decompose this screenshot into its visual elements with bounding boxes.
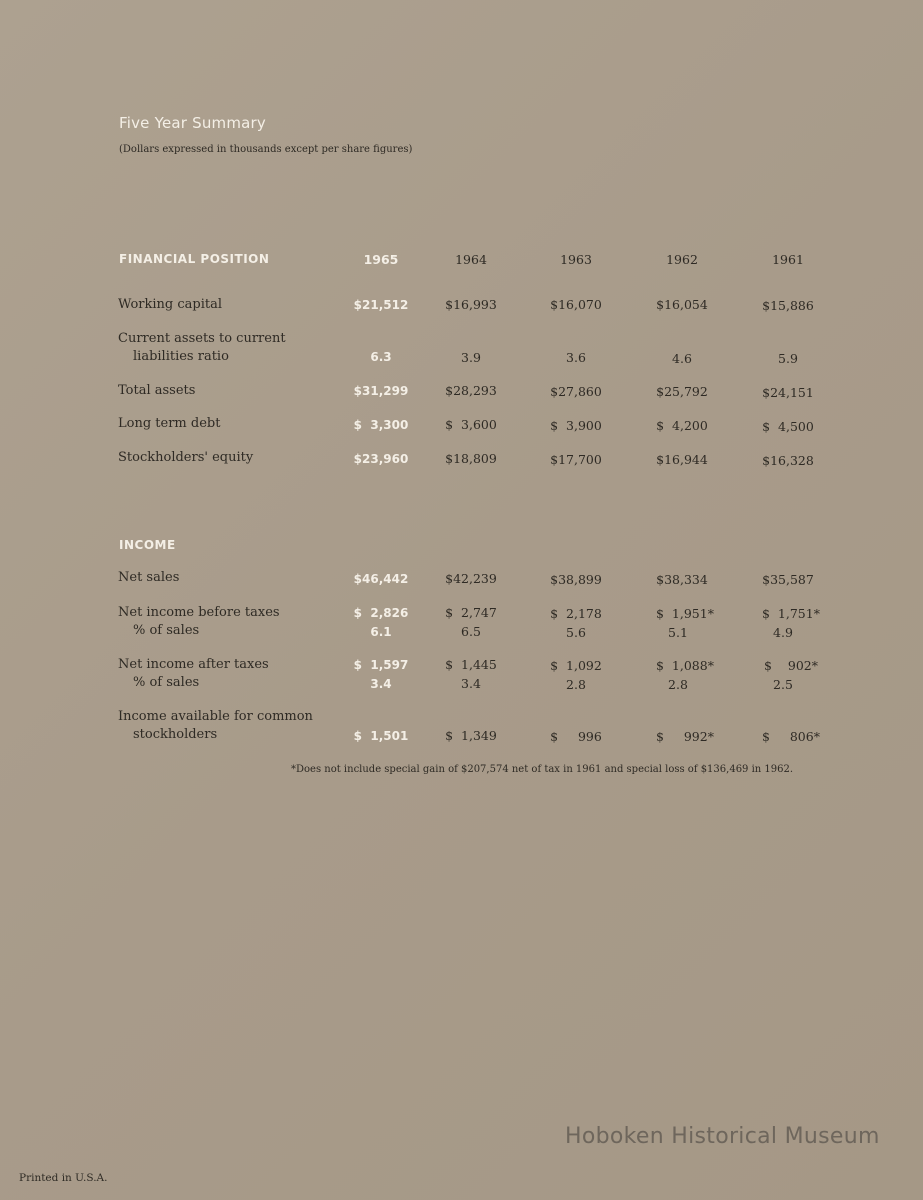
cell: $ 1,951* [656, 606, 714, 621]
row-label-income-available-line2: stockholders [133, 727, 218, 742]
cell: $ 1,349 [445, 728, 497, 743]
cell: $28,293 [445, 383, 497, 398]
cell: 3.9 [461, 350, 481, 365]
row-label-net-sales: Net sales [118, 570, 180, 585]
income-heading: INCOME [119, 538, 176, 552]
row-label-working-capital: Working capital [118, 297, 223, 312]
cell: $27,860 [550, 384, 602, 399]
cell: $ 3,900 [550, 418, 602, 433]
row-label-net-income-after-taxes: Net income after taxes [118, 657, 269, 672]
cell: $17,700 [550, 452, 602, 467]
cell: $25,792 [656, 384, 708, 399]
footnote: *Does not include special gain of $207,574 net of tax in 1961 and special loss of $136,469 in 1962. [291, 764, 794, 775]
cell: $ 1,445 [445, 657, 497, 672]
row-label-net-income-before-taxes: Net income before taxes [118, 605, 280, 620]
cell: $38,334 [656, 572, 708, 587]
cell: $16,993 [445, 297, 497, 312]
cell: $16,944 [656, 452, 708, 467]
cell: 6.1 [370, 625, 392, 639]
year-header-1963: 1963 [560, 252, 592, 267]
cell: 2.8 [566, 677, 586, 692]
cell: 6.3 [370, 350, 392, 364]
cell: 5.1 [668, 625, 688, 640]
page-title: Five Year Summary [119, 114, 266, 132]
cell: $18,809 [445, 451, 497, 466]
financial-position-heading: FINANCIAL POSITION [119, 252, 270, 266]
cell: $ 4,500 [762, 419, 814, 434]
cell: $35,587 [762, 572, 814, 587]
year-header-1962: 1962 [666, 252, 698, 267]
row-label-pct-of-sales: % of sales [133, 623, 200, 638]
cell: $ 4,200 [656, 418, 708, 433]
cell: $ 1,597 [353, 658, 409, 672]
cell: $46,442 [353, 572, 409, 586]
row-label-income-available: Income available for common [118, 709, 313, 724]
cell: $31,299 [353, 384, 409, 398]
cell: 4.6 [672, 351, 692, 366]
cell: $ 806* [762, 729, 820, 744]
cell: $16,054 [656, 297, 708, 312]
cell: $ 902* [764, 658, 818, 673]
row-label-stockholders-equity: Stockholders' equity [118, 450, 254, 465]
cell: 5.9 [778, 351, 798, 366]
row-label-pct-of-sales: % of sales [133, 675, 200, 690]
cell: $21,512 [353, 298, 409, 312]
cell: $ 2,178 [550, 606, 602, 621]
row-label-total-assets: Total assets [118, 383, 196, 398]
cell: 3.4 [370, 677, 392, 691]
cell: $16,328 [762, 453, 814, 468]
cell: 3.4 [461, 676, 481, 691]
row-label-current-ratio: Current assets to current [118, 331, 286, 346]
row-label-long-term-debt: Long term debt [118, 416, 221, 431]
cell: 4.9 [773, 625, 793, 640]
page-subtitle: (Dollars expressed in thousands except per share figures) [119, 144, 413, 155]
cell: $24,151 [762, 385, 814, 400]
cell: $23,960 [353, 452, 409, 466]
cell: $ 992* [656, 729, 714, 744]
year-header-1961: 1961 [772, 252, 804, 267]
cell: 2.5 [773, 677, 793, 692]
cell: $ 2,747 [445, 605, 497, 620]
year-header-1964: 1964 [455, 252, 487, 267]
cell: 6.5 [461, 624, 481, 639]
year-header-1965: 1965 [363, 252, 399, 267]
cell: $ 1,501 [353, 729, 409, 743]
printed-in-usa: Printed in U.S.A. [19, 1172, 108, 1184]
cell: $ 1,751* [762, 606, 820, 621]
cell: 5.6 [566, 625, 586, 640]
cell: $38,899 [550, 572, 602, 587]
cell: $15,886 [762, 298, 814, 313]
cell: $ 2,826 [353, 606, 409, 620]
cell: $ 3,600 [445, 417, 497, 432]
cell: $42,239 [445, 571, 497, 586]
cell: 2.8 [668, 677, 688, 692]
cell: $ 3,300 [353, 418, 409, 432]
watermark: Hoboken Historical Museum [565, 1124, 880, 1149]
cell: $ 996 [550, 729, 602, 744]
row-label-current-ratio-line2: liabilities ratio [133, 349, 229, 364]
cell: $ 1,092 [550, 658, 602, 673]
cell: 3.6 [566, 350, 586, 365]
cell: $ 1,088* [656, 658, 714, 673]
cell: $16,070 [550, 297, 602, 312]
